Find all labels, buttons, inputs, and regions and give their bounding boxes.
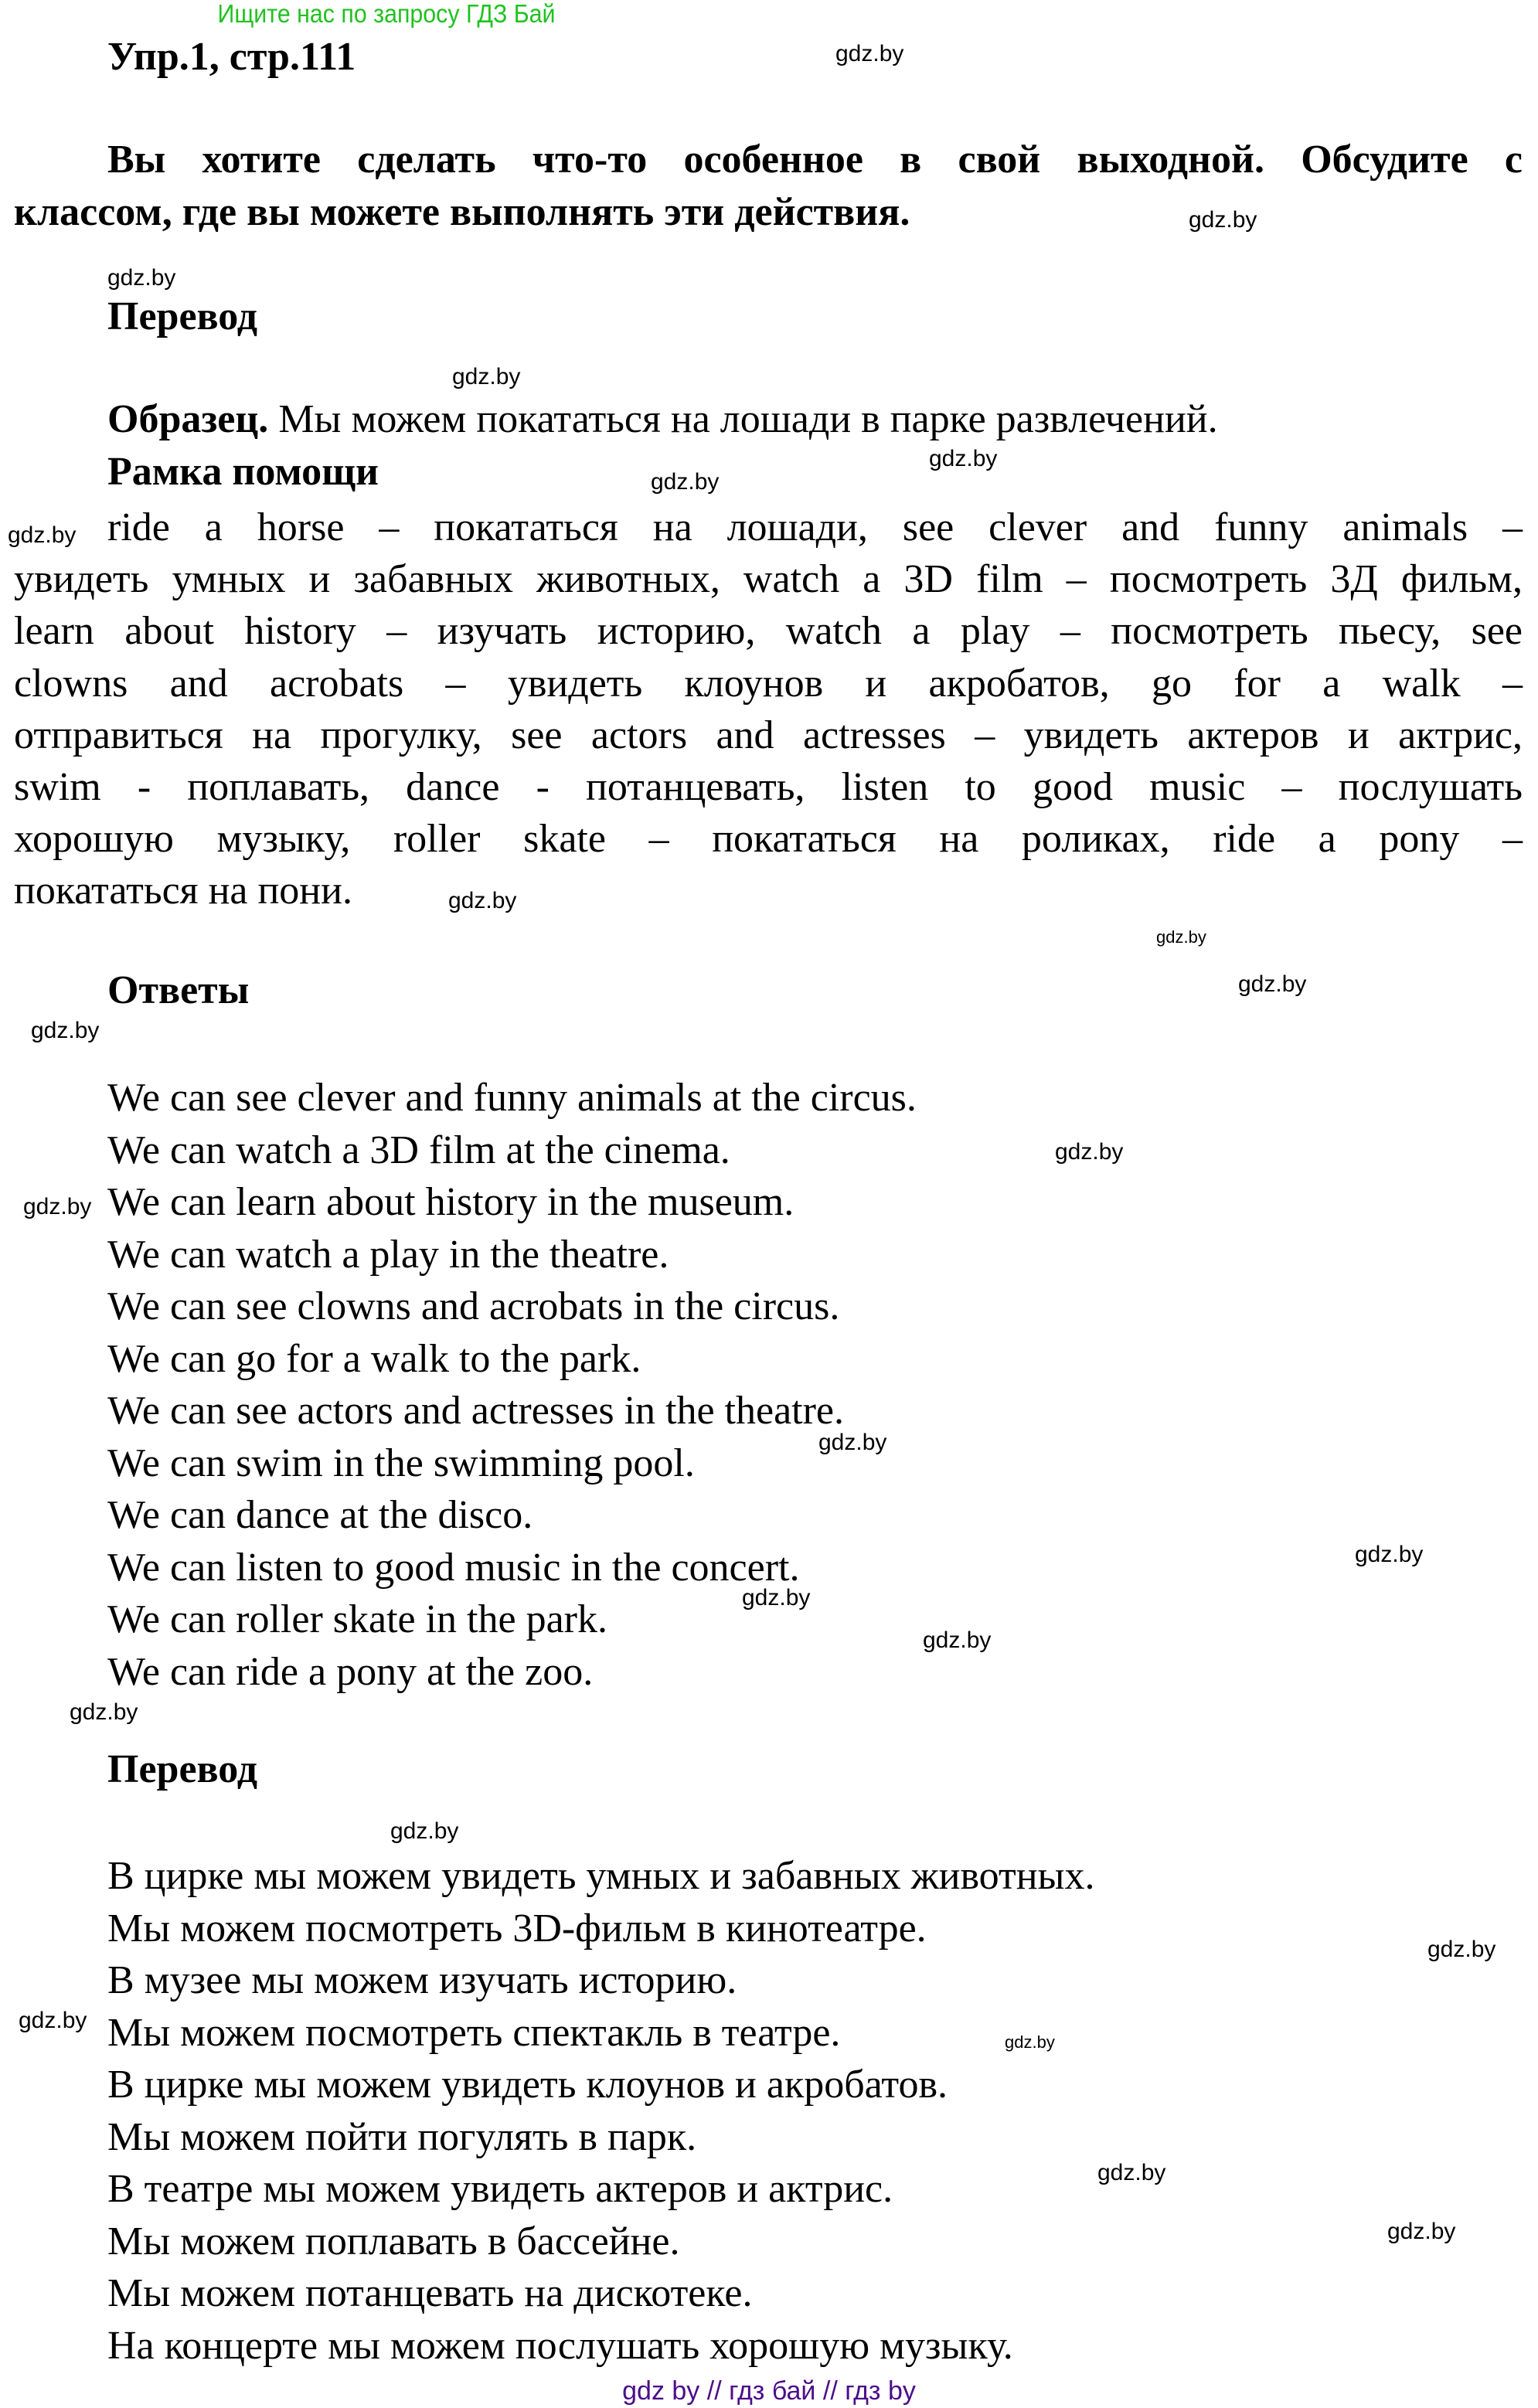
watermark: gdz.by bbox=[929, 446, 998, 471]
watermark: gdz.by bbox=[1156, 927, 1206, 947]
help-heading: Рамка помощи bbox=[107, 450, 379, 494]
instruction-line-2: классом, где вы можете выполнять эти действия. bbox=[14, 190, 910, 234]
watermark: gdz.by bbox=[107, 265, 176, 291]
translation-item: Мы можем посмотреть 3D-фильм в кинотеатре. bbox=[107, 1906, 927, 1951]
answer-item: We can ride a pony at the zoo. bbox=[107, 1649, 594, 1694]
answer-item: We can watch a 3D film at the cinema. bbox=[107, 1127, 730, 1172]
watermark: gdz.by bbox=[742, 1585, 811, 1610]
answer-item: We can listen to good music in the concert. bbox=[107, 1545, 800, 1590]
answers-heading: Ответы bbox=[107, 968, 250, 1012]
translation-heading: Перевод bbox=[107, 294, 258, 338]
answer-item: We can roller skate in the park. bbox=[107, 1597, 607, 1641]
instruction bbox=[14, 134, 1523, 239]
watermark: gdz.by bbox=[835, 41, 904, 66]
watermark: gdz.by bbox=[923, 1627, 992, 1653]
translation-item: На концерте мы можем послушать хорошую музыку. bbox=[107, 2323, 1013, 2368]
watermark: gdz.by bbox=[8, 522, 77, 548]
translations-list bbox=[107, 1850, 1094, 2372]
help-line: покататься на пони. bbox=[14, 869, 352, 913]
watermark: gdz.by bbox=[1189, 207, 1257, 233]
answer-item: We can see actors and actresses in the theatre. bbox=[107, 1389, 845, 1433]
answer-item: We can see clever and funny animals at the circus. bbox=[107, 1076, 917, 1120]
watermark: gdz.by bbox=[1055, 1139, 1124, 1165]
watermark: gdz.by bbox=[1427, 1937, 1496, 1962]
translation-item: В цирке мы можем увидеть умных и забавных животных. bbox=[107, 1854, 1095, 1898]
translation-item: Мы можем пойти погулять в парк. bbox=[107, 2114, 697, 2159]
exercise-title: Упр.1, стр.111 bbox=[107, 35, 356, 79]
answer-item: We can learn about history in the museum. bbox=[107, 1180, 795, 1224]
sample-label: Образец. bbox=[107, 397, 269, 441]
translation-item: В цирке мы можем увидеть клоунов и акробатов. bbox=[107, 2063, 948, 2107]
watermark: gdz.by bbox=[1005, 2032, 1055, 2052]
help-line: хорошую музыку, roller skate – покататься на роликах, ride a pony – bbox=[14, 817, 1523, 862]
translation-item: Мы можем посмотреть спектакль в театре. bbox=[107, 2010, 841, 2055]
help-line: clowns and acrobats – увидеть клоунов и акробатов, go for a walk – bbox=[14, 661, 1523, 706]
watermark: gdz.by bbox=[1097, 2160, 1166, 2185]
help-line: swim - поплавать, dance - потанцевать, listen to good music – послушать bbox=[14, 765, 1523, 810]
watermark: gdz.by bbox=[1355, 1542, 1424, 1567]
sample bbox=[107, 396, 1218, 443]
watermark: gdz.by bbox=[23, 1194, 92, 1219]
watermark: gdz.by bbox=[19, 2008, 87, 2033]
translation-item: В театре мы можем увидеть актеров и актрис. bbox=[107, 2167, 893, 2211]
watermark: gdz.by bbox=[1238, 971, 1307, 997]
answer-item: We can go for a walk to the park. bbox=[107, 1336, 641, 1381]
watermark: gdz.by bbox=[31, 1018, 100, 1043]
translation2-heading: Перевод bbox=[107, 1747, 258, 1791]
watermark: gdz.by bbox=[70, 1699, 138, 1725]
translation-item: Мы можем потанцевать на дискотеке. bbox=[107, 2271, 753, 2315]
help-line: отправиться на прогулку, see actors and actresses – увидеть актеров и актрис, bbox=[14, 713, 1523, 757]
watermark: gdz.by bbox=[651, 469, 720, 495]
help-line: увидеть умных и забавных животных, watch a 3D film – посмотреть 3Д фильм, bbox=[14, 557, 1523, 602]
watermark: gdz.by bbox=[452, 364, 521, 389]
watermark: gdz.by bbox=[448, 888, 517, 913]
answer-item: We can see clowns and acrobats in the circus. bbox=[107, 1284, 840, 1328]
help-box bbox=[14, 502, 1523, 917]
sample-text: Мы можем покататься на лошади в парке развлечений. bbox=[268, 397, 1218, 441]
watermark: gdz.by bbox=[818, 1430, 887, 1455]
watermark: gdz.by bbox=[390, 1818, 459, 1844]
watermark: gdz.by bbox=[1387, 2219, 1456, 2244]
footer-links: gdz by // гдз бай // гдз by bbox=[622, 2376, 916, 2406]
answer-item: We can dance at the disco. bbox=[107, 1493, 533, 1537]
answer-item: We can swim in the swimming pool. bbox=[107, 1440, 695, 1485]
search-banner: Ищите нас по запросу ГДЗ Бай bbox=[217, 0, 556, 28]
answer-item: We can watch a play in the theatre. bbox=[107, 1232, 669, 1277]
translation-item: В музее мы можем изучать историю. bbox=[107, 1958, 737, 2002]
help-line: learn about history – изучать историю, watch a play – посмотреть пьесу, see bbox=[14, 609, 1523, 654]
help-line: ride a horse – покататься на лошади, see clever and funny animals – bbox=[107, 505, 1523, 549]
translation-item: Мы можем поплавать в бассейне. bbox=[107, 2219, 680, 2263]
instruction-line-1: Вы хотите сделать что-то особенное в свой выходной. Обсудите с bbox=[107, 138, 1523, 182]
